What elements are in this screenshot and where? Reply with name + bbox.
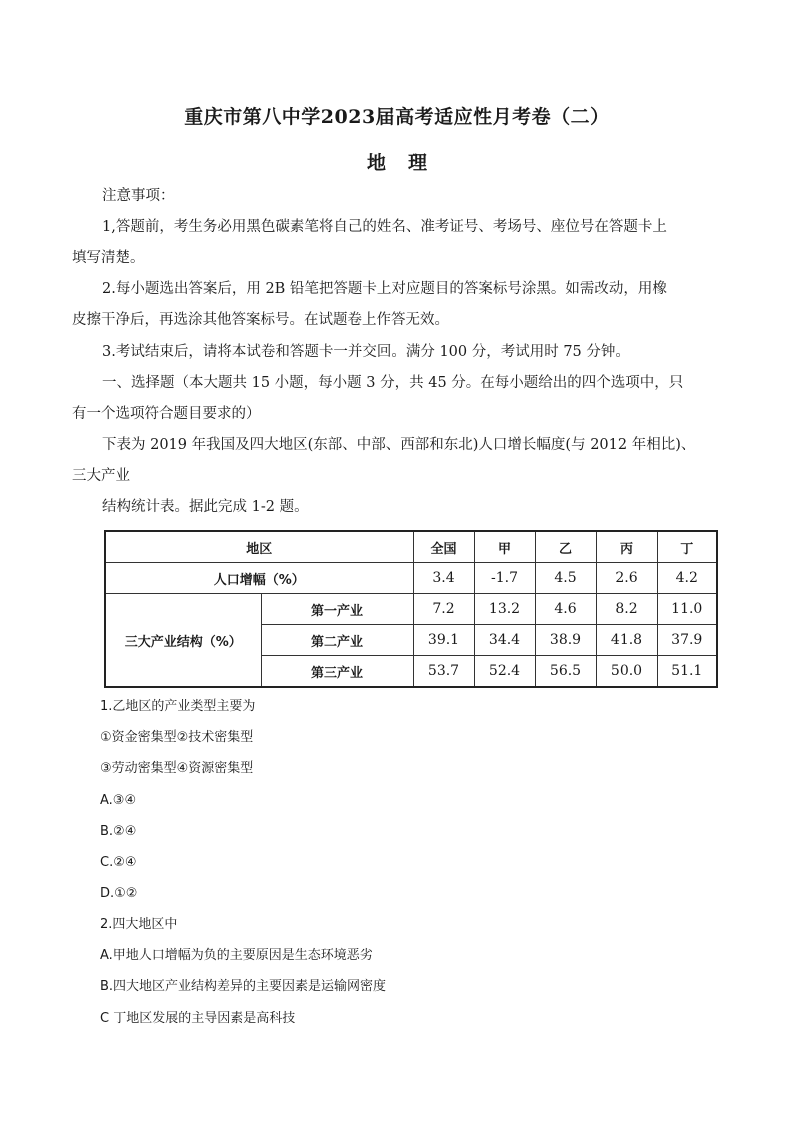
statistics-table	[104, 530, 718, 688]
q2-choice-a: A.甲地人口增幅为负的主要原因是生态环境恶劣	[100, 948, 373, 963]
table-header-row	[105, 531, 717, 563]
header-cell: 全国	[413, 531, 474, 563]
q1-choice-b: B.②④	[100, 824, 137, 839]
row-label: 第二产业	[261, 625, 413, 656]
table-cell: 41.8	[596, 625, 657, 656]
q1-options-line-2: ③劳动密集型④资源密集型	[100, 761, 254, 776]
table-cell: 4.5	[535, 563, 596, 594]
notice-item-1-line-1: 1,答题前，考生务必用黑色碳素笔将自己的姓名、准考证号、考场号、座位号在答题卡上	[102, 219, 667, 235]
section-heading-line-1: 一、选择题（本大题共 15 小题，每小题 3 分，共 45 分。在每小题给出的四个选项中，只	[102, 375, 684, 391]
intro-line-1: 下表为 2019 年我国及四大地区(东部、中部、西部和东北)人口增长幅度(与 2012 年相比)、	[102, 437, 696, 453]
table-cell: 2.6	[596, 563, 657, 594]
q1-choice-c: C.②④	[100, 855, 137, 870]
section-heading-line-2: 有一个选项符合题目要求的）	[72, 406, 261, 422]
table-cell: 38.9	[535, 625, 596, 656]
table-cell: 51.1	[657, 656, 717, 688]
header-cell: 丙	[596, 531, 657, 563]
row-label: 人口增幅（%）	[105, 563, 413, 594]
intro-line-3: 结构统计表。据此完成 1-2 题。	[102, 499, 309, 515]
row-label: 第一产业	[261, 594, 413, 625]
table-row-population	[105, 563, 717, 594]
q2-choice-b: B.四大地区产业结构差异的主要因素是运输网密度	[100, 979, 387, 994]
exam-title: 重庆市第八中学2023届高考适应性月考卷（二）	[184, 106, 610, 128]
table-cell: 56.5	[535, 656, 596, 688]
header-cell: 甲	[474, 531, 535, 563]
header-cell: 丁	[657, 531, 717, 563]
intro-line-2: 三大产业	[72, 468, 130, 484]
q1-choice-d: D.①②	[100, 886, 138, 901]
header-cell: 地区	[105, 531, 413, 563]
table-cell: 4.6	[535, 594, 596, 625]
table-cell: -1.7	[474, 563, 535, 594]
table-cell: 11.0	[657, 594, 717, 625]
q1-choice-a: A.③④	[100, 793, 137, 808]
table-row-primary	[105, 594, 717, 625]
notice-item-2-line-2: 皮擦干净后，再选涂其他答案标号。在试题卷上作答无效。	[72, 312, 449, 328]
notice-heading: 注意事项：	[102, 188, 175, 204]
subject-heading: 地理	[366, 152, 449, 174]
table-cell: 37.9	[657, 625, 717, 656]
row-label: 第三产业	[261, 656, 413, 688]
table-cell: 53.7	[413, 656, 474, 688]
table-cell: 8.2	[596, 594, 657, 625]
group-label: 三大产业结构（%）	[105, 594, 261, 688]
table-cell: 50.0	[596, 656, 657, 688]
q1-options-line-1: ①资金密集型②技术密集型	[100, 730, 254, 745]
table-cell: 39.1	[413, 625, 474, 656]
table-cell: 4.2	[657, 563, 717, 594]
table-cell: 52.4	[474, 656, 535, 688]
table-cell: 7.2	[413, 594, 474, 625]
q2-choice-c: C 丁地区发展的主导因素是高科技	[100, 1011, 296, 1026]
notice-item-1-line-2: 填写清楚。	[72, 250, 145, 266]
notice-item-2-line-1: 2.每小题选出答案后，用 2B 铅笔把答题卡上对应题目的答案标号涂黑。如需改动，用橡	[102, 281, 667, 297]
notice-item-3: 3.考试结束后，请将本试卷和答题卡一并交回。满分 100 分，考试用时 75 分钟。	[102, 344, 630, 360]
header-cell: 乙	[535, 531, 596, 563]
table-cell: 34.4	[474, 625, 535, 656]
q2-stem: 2.四大地区中	[100, 917, 178, 932]
q1-stem: 1.乙地区的产业类型主要为	[100, 699, 256, 714]
table-cell: 3.4	[413, 563, 474, 594]
table-cell: 13.2	[474, 594, 535, 625]
